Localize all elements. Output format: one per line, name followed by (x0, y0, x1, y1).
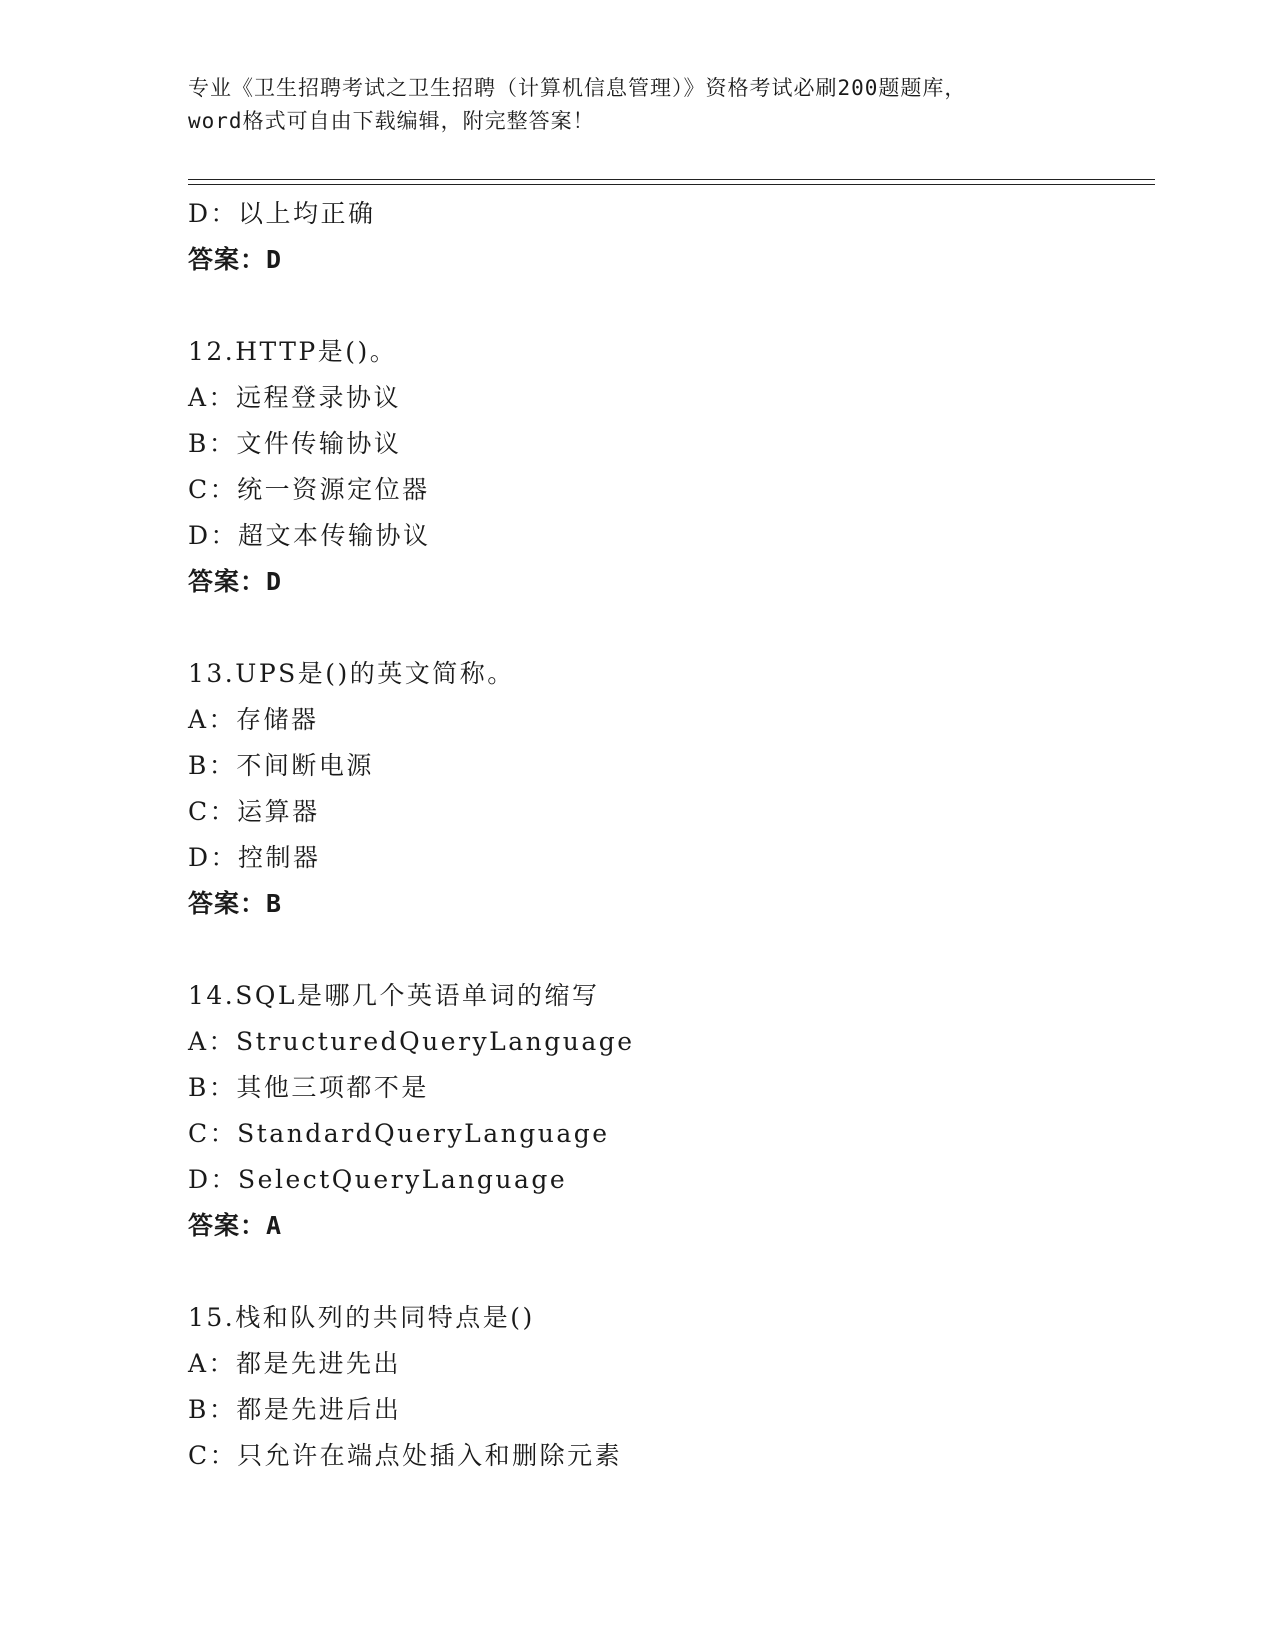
question-14 (188, 973, 1148, 1249)
answer-line: 答案：D (188, 245, 283, 274)
option-a: A：存储器 (188, 705, 319, 734)
question-stem: 12.HTTP是()。 (188, 337, 398, 366)
question-stem: 15.栈和队列的共同特点是() (188, 1303, 535, 1332)
question-stem: 13.UPS是()的英文简称。 (188, 659, 515, 688)
header-title-line-1: 专业《卫生招聘考试之卫生招聘（计算机信息管理）》资格考试必刷200题题库， (188, 76, 967, 100)
option-c: C：运算器 (188, 797, 320, 826)
option-d: D：超文本传输协议 (188, 521, 431, 550)
option-a: A：都是先进先出 (188, 1349, 402, 1378)
spacer (188, 1249, 1148, 1295)
option-c: C：StandardQueryLanguage (188, 1119, 610, 1148)
question-15 (188, 1295, 1148, 1479)
page-header (188, 72, 1148, 138)
spacer (188, 927, 1148, 973)
option-b: B：其他三项都不是 (188, 1073, 429, 1102)
option-c: C：统一资源定位器 (188, 475, 430, 504)
question-12 (188, 329, 1148, 605)
answer-line: 答案：B (188, 889, 283, 918)
option-d: D：SelectQueryLanguage (188, 1165, 568, 1194)
option-c: C：只允许在端点处插入和删除元素 (188, 1441, 623, 1470)
option-b: B：不间断电源 (188, 751, 374, 780)
header-divider-top (188, 179, 1155, 180)
spacer (188, 283, 1148, 329)
question-stem: 14.SQL是哪几个英语单词的缩写 (188, 981, 600, 1010)
answer-line: 答案：A (188, 1211, 283, 1240)
answer-line: 答案：D (188, 567, 283, 596)
option-a: A：远程登录协议 (188, 383, 402, 412)
option-b: B：都是先进后出 (188, 1395, 402, 1424)
header-divider-bottom (188, 184, 1155, 185)
header-title-line-2: word格式可自由下载编辑，附完整答案！ (188, 109, 595, 133)
question-13 (188, 651, 1148, 927)
previous-question-tail (188, 191, 1148, 283)
spacer (188, 605, 1148, 651)
option-d: D：控制器 (188, 843, 321, 872)
option-b: B：文件传输协议 (188, 429, 402, 458)
question-list (188, 191, 1148, 1479)
option-a: A：StructuredQueryLanguage (188, 1027, 635, 1056)
option-d: D：以上均正确 (188, 199, 376, 228)
